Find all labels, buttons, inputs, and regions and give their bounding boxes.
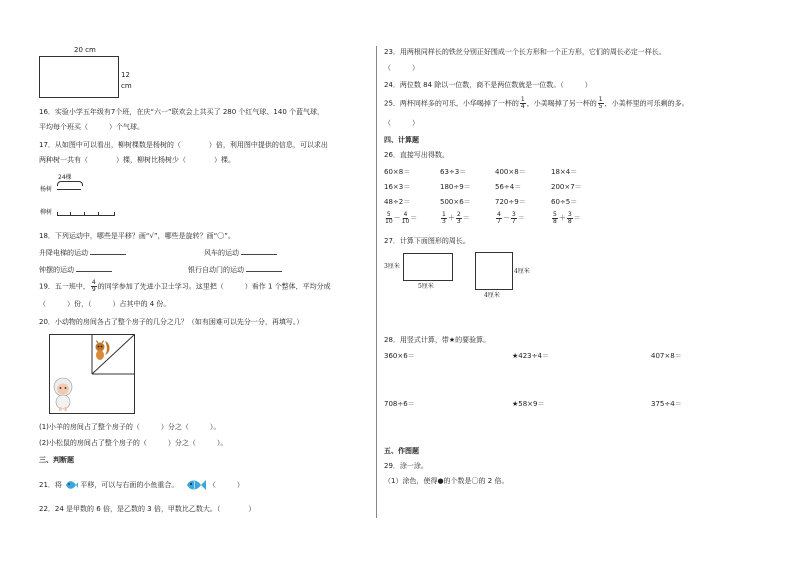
- q25-fraction-2: $\frac{1}{5}$: [598, 96, 603, 110]
- q19-pre: 19．五一班中，: [39, 282, 90, 291]
- q22-line: 22．24 是甲数的 6 倍，是乙数的 3 倍，甲数比乙数大。（ ）: [39, 505, 256, 513]
- q19-fraction: $\frac{4}{9}$: [91, 279, 96, 293]
- q18-item-d: [188, 264, 284, 275]
- section-5-title: 五、作图题: [384, 447, 419, 455]
- rectangle-figure: [39, 56, 119, 98]
- vertical-calc: 360×6＝: [384, 352, 415, 360]
- vertical-calc: ★58×9＝: [512, 400, 545, 408]
- sheep-icon: [51, 377, 75, 411]
- frac-calc-cell: $\frac{1}{3}$ ＋ $\frac{2}{3}$ ＝: [442, 210, 470, 225]
- calc-cell: 500×6＝: [440, 198, 471, 206]
- q27-line: 27．计算下面图形的周长。: [384, 237, 470, 245]
- q18-c-blank[interactable]: [76, 264, 112, 272]
- rect-height-unit: cm: [121, 82, 132, 90]
- q17-liu-tick: [70, 212, 71, 215]
- q24-line: 24．两位数 84 除以一位数，商不是两位数就是一位数。（ ）: [384, 81, 592, 89]
- vertical-calc: ★423÷4＝: [512, 352, 549, 360]
- q20-line1: 20．小动物的房间各占了整个房子的几分之几？（如有困难可以先分一分，再填写。）: [39, 318, 304, 326]
- q18-b-blank[interactable]: [241, 247, 277, 255]
- q20-sub1: (1)小羊的房间占了整个房子的（ ）分之（ ）。: [39, 423, 221, 431]
- q27-rect-bottom-label: 5厘米: [418, 283, 434, 290]
- fish-icon: [185, 478, 207, 492]
- q17-liu-tick: [98, 212, 99, 215]
- q17-fig-liu-label: 柳树: [40, 209, 53, 216]
- q25-paren: （ ）: [384, 119, 419, 127]
- calc-cell: 56÷4＝: [495, 183, 522, 191]
- q16-line1: 16．实验小学五年级有7个班，在庆“六一”联欢会上共买了 280 个红气球、140 个蓝气球，: [39, 108, 325, 116]
- calc-cell: 63÷3＝: [440, 168, 467, 176]
- q17-line1: 17．从如图中可以看出，柳树棵数是杨树的（ ）倍，利用图中提供的信息，可以求出: [39, 141, 328, 149]
- q19-line2: （ ）份，（ ）占其中的 4 份。: [39, 300, 171, 308]
- section-4-title: 四、计算题: [384, 136, 419, 144]
- vertical-calc: 407×8＝: [651, 352, 682, 360]
- vertical-calc: 708÷6＝: [384, 400, 415, 408]
- q19-line1: [39, 280, 331, 293]
- q29-line: 29．涂一涂。: [384, 462, 428, 470]
- q17-fig-top-label: 24棵: [58, 174, 72, 181]
- q18-item-a: [39, 247, 128, 258]
- q16-line2: 平均每个班买（ ）个气球。: [39, 123, 144, 131]
- q27-square-right-label: 4厘米: [514, 268, 530, 275]
- frac-calc-cell: $\frac{4}{7}$ － $\frac{3}{7}$ ＝: [497, 210, 525, 225]
- q25-fraction-1: $\frac{1}{4}$: [520, 96, 525, 110]
- q17-liu-tick: [84, 212, 85, 215]
- q19-post: 的同学参加了先进小卫士学习。这里把（ ）看作 1 个整体，平均分成: [97, 282, 331, 291]
- calc-cell: 200×7＝: [551, 183, 582, 191]
- q27-rectangle: [403, 253, 453, 281]
- q21-line: [39, 478, 244, 492]
- q21-pre: 21．将: [39, 481, 62, 489]
- q18-a-blank[interactable]: [90, 247, 126, 255]
- q18-c-text: 钟摆的运动: [39, 266, 74, 274]
- q23-paren: （ ）: [384, 64, 419, 72]
- frac-calc-cell: $\frac{5}{10}$ － $\frac{4}{10}$ ＝: [385, 210, 418, 225]
- q27-square-bottom-label: 4厘米: [484, 292, 500, 299]
- calc-cell: 60×8＝: [384, 168, 411, 176]
- q18-line1: 18．下列运动中，哪些是平移？画“√”，哪些是旋转？画“〇”。: [39, 232, 235, 240]
- fish-small-icon: [64, 479, 78, 491]
- q20-sub2: (2)小松鼠的房间占了整个房子的（ ）分之（ ）。: [39, 439, 228, 447]
- q17-yang-bar: [57, 189, 81, 190]
- q18-a-text: 升降电梯的运动: [39, 249, 88, 257]
- q17-brace: [57, 181, 83, 186]
- q25-line: [384, 97, 689, 110]
- q18-b-text: 风车的运动: [204, 249, 239, 257]
- q21-post: 平移，可以与右面的小鱼重合。: [80, 481, 179, 489]
- q23-line: 23．用两根同样长的铁丝分别正好围成一个长方形和一个正方形，它们的周长必定一样长。: [384, 48, 666, 56]
- frac-calc-cell: $\frac{5}{8}$ ＋ $\frac{3}{8}$ ＝: [553, 210, 581, 225]
- q26-line: 26．直接写出得数。: [384, 151, 449, 159]
- q29-sub1: （1）涂色，使得●的个数是〇的 2 倍。: [384, 477, 509, 485]
- q17-line2: 两种树一共有（ ）棵，柳树比杨树少（ ）棵。: [39, 156, 235, 164]
- q21-paren: （ ）: [208, 481, 244, 489]
- calc-cell: 400×8＝: [495, 168, 526, 176]
- q28-line: 28．用竖式计算，带★的要验算。: [384, 336, 491, 344]
- section-3-title: 三、判断题: [39, 456, 74, 464]
- column-divider: [376, 46, 377, 518]
- q25-pre: 25．两杯同样多的可乐，小华喝掉了一杯的: [384, 99, 519, 108]
- vertical-calc: 375÷4＝: [651, 400, 682, 408]
- rect-height-label: 12: [121, 71, 130, 79]
- calc-cell: 720÷9＝: [495, 198, 526, 206]
- rect-width-label: 20 cm: [74, 46, 96, 54]
- calc-cell: 60÷5＝: [551, 198, 578, 206]
- calc-cell: 48÷2＝: [384, 198, 411, 206]
- q18-d-blank[interactable]: [246, 264, 282, 272]
- q17-liu-bar: [57, 212, 115, 216]
- q18-item-b: [204, 247, 279, 258]
- q25-mid: ，小美喝掉了另一杯的: [526, 99, 597, 108]
- q18-d-text: 银行自动门的运动: [188, 266, 244, 274]
- q27-rect-left-label: 3厘米: [384, 263, 400, 270]
- q25-post: ，小美杯里的可乐剩的多。: [604, 99, 689, 108]
- calc-cell: 16×3＝: [384, 183, 411, 191]
- squirrel-icon: [91, 339, 111, 363]
- calc-cell: 18×4＝: [551, 168, 578, 176]
- q17-fig-yang-label: 杨树: [40, 186, 53, 193]
- q18-item-c: [39, 264, 114, 275]
- q27-square: [475, 252, 513, 290]
- calc-cell: 180÷9＝: [440, 183, 471, 191]
